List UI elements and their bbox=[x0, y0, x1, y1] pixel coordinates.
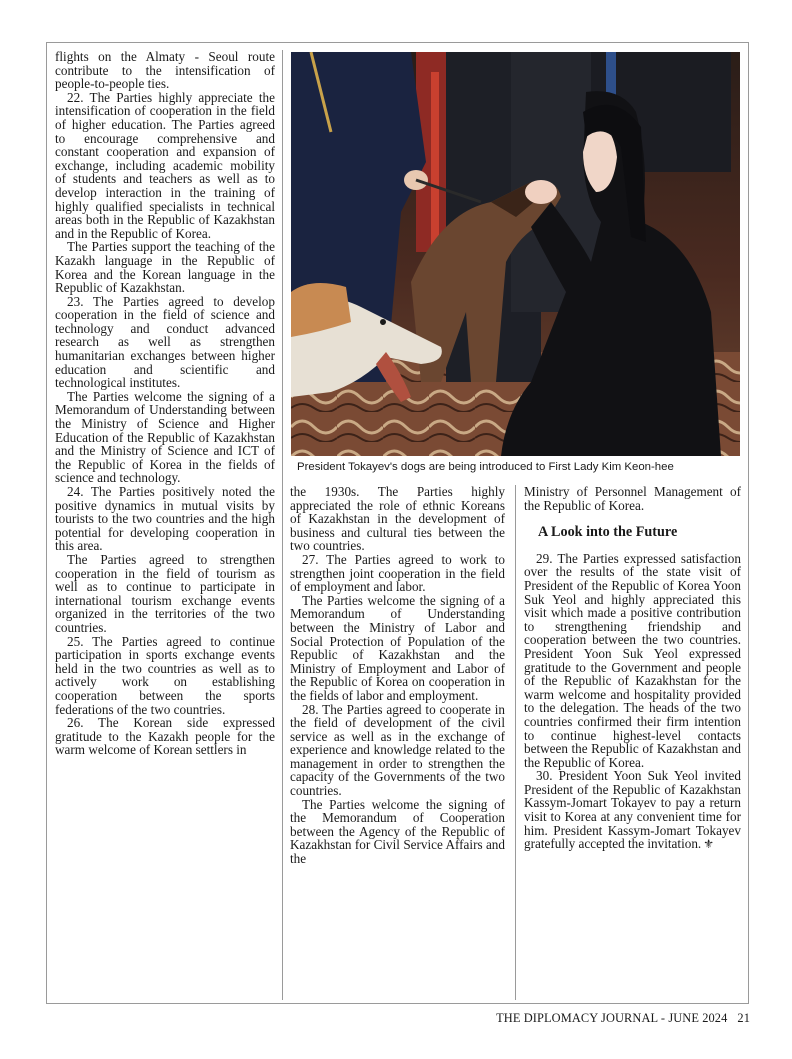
paragraph: flights on the Almaty - Seoul route contribute to the intensification of people-to-people ties. bbox=[55, 50, 275, 92]
column-divider bbox=[282, 50, 283, 1000]
paragraph-text: 30. President Yoon Suk Yeol invited President of the Republic of Kazakhstan Kassym-Jomart Tokayev to pay a return visit to Korea at any convenient time for him. President Kassym-Jomart Tokayev gratefully accepted the invitation. bbox=[524, 768, 741, 852]
text-column-1 bbox=[55, 50, 275, 1000]
paragraph: 23. The Parties agreed to develop cooperation in the field of science and technology and conduct advanced research as well as strengthen humanitarian exchanges between higher education and scientific and technological institutes. bbox=[55, 293, 275, 391]
paragraph: the 1930s. The Parties highly appreciated the role of ethnic Koreans of Kazakhstan in the development of business and cultural ties between the two countries. bbox=[290, 485, 505, 554]
paragraph: The Parties support the teaching of the Kazakh language in the Republic of Korea and the Korean language in the Republic of Kazakhstan. bbox=[55, 239, 275, 296]
photo-caption: President Tokayev's dogs are being introduced to First Lady Kim Keon-hee bbox=[297, 461, 674, 473]
text-column-3 bbox=[524, 485, 741, 1000]
paragraph: The Parties agreed to strengthen cooperation in the field of tourism as well as to continue to participate in international tourism exchange events organized in the territories of the two countries. bbox=[55, 551, 275, 635]
paragraph: 27. The Parties agreed to work to strengthen joint cooperation in the field of employment and labor. bbox=[290, 551, 505, 595]
photo-illustration bbox=[291, 52, 740, 456]
paragraph: 25. The Parties agreed to continue participation in sports exchange events held in the two countries as well as to actively work on establishing cooperation between the sports federations of the two countries. bbox=[55, 633, 275, 717]
paragraph bbox=[524, 769, 741, 852]
journal-name: THE DIPLOMACY JOURNAL - JUNE 2024 bbox=[496, 1011, 728, 1025]
column-divider bbox=[515, 485, 516, 1000]
paragraph: 28. The Parties agreed to cooperate in the field of development of the civil service as well as in the exchange of experience and knowledge related to the management in order to strengthen the capacity of the Governments of the two countries. bbox=[290, 701, 505, 799]
paragraph: 29. The Parties expressed satisfaction over the results of the state visit of President of the Republic of Korea Yoon Suk Yeol and highly appreciated this visit which made a positive contribution to strengthening friendship and cooperation between the two countries. President Yoon Suk Yeol expressed gratitude to the Government and people of the Republic of Kazakhstan for the warm welcome and hospitality provided to the delegation. The heads of the two countries confirmed their firm intention to continue highest-level contacts between the Republic of Kazakhstan and the Republic of Korea. bbox=[524, 550, 741, 770]
page-footer bbox=[496, 1011, 750, 1026]
paragraph: The Parties welcome the signing of a Memorandum of Understanding between the Ministry of Labor and Social Protection of Population of the Republic of Kazakhstan and the Ministry of Employment and Labor of the Republic of Korea on cooperation in the fields of labor and employment. bbox=[290, 592, 505, 703]
section-heading: A Look into the Future bbox=[538, 524, 678, 541]
paragraph: 26. The Korean side expressed gratitude to the Kazakh people for the warm welcome of Korean settlers in bbox=[55, 715, 275, 758]
article-photo bbox=[291, 52, 740, 456]
text-column-2 bbox=[290, 485, 505, 1000]
fleuron-icon: ⚜ bbox=[703, 837, 714, 852]
paragraph: Ministry of Personnel Management of the Republic of Korea. bbox=[524, 485, 741, 513]
paragraph: 24. The Parties positively noted the positive dynamics in mutual visits by tourists to the two countries and the high potential for developing cooperation in this area. bbox=[55, 484, 275, 554]
page-number: 21 bbox=[737, 1011, 750, 1025]
paragraph: The Parties welcome the signing of the Memorandum of Cooperation between the Agency of the Republic of Kazakhstan for Civil Service Affairs and the bbox=[290, 796, 505, 867]
paragraph: 22. The Parties highly appreciate the intensification of cooperation in the field of higher education. The Parties agreed to encourage comprehensive and constant cooperation and expansion of exchange, including academic mobility of students and teachers as well as to develop interaction in the training of highly qualified specialists in technical areas both in the Republic of Kazakhstan and in the Republic of Korea. bbox=[55, 89, 275, 241]
paragraph: The Parties welcome the signing of a Memorandum of Understanding between the Ministry of Science and Higher Education of the Republic of Kazakhstan and the Ministry of Science and ICT of the Republic of Korea in the fields of science and technology. bbox=[55, 388, 275, 486]
